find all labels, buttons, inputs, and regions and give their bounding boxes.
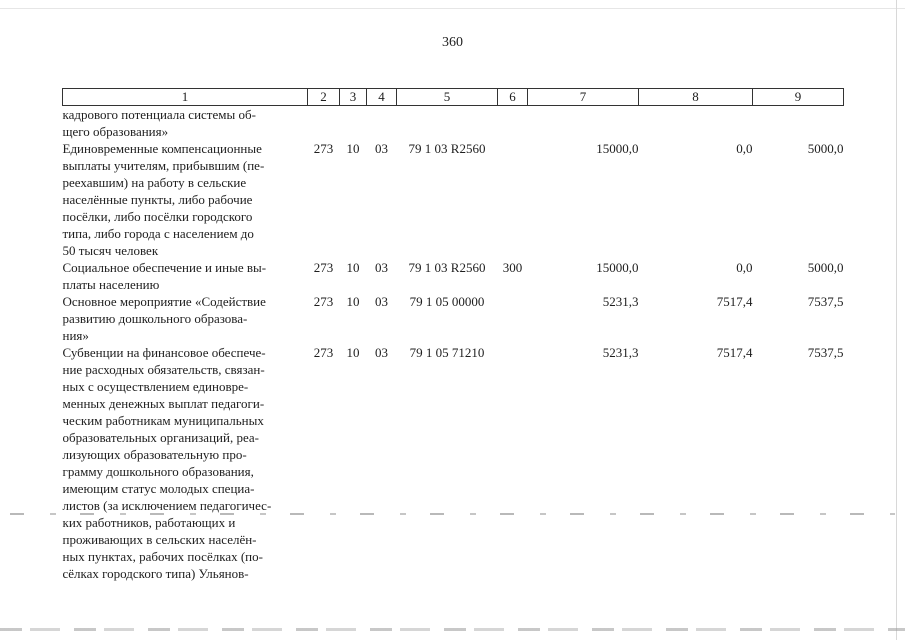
description-line: имеющим статус молодых специа-	[62, 481, 255, 496]
cell-col-9: 7537,5	[807, 294, 844, 309]
cell-col-5: 79 1 03 R2560	[408, 141, 486, 156]
cell-col-6	[498, 140, 528, 259]
header-col-6: 6	[498, 89, 528, 106]
description-line: Единовременные компенсационные	[62, 141, 262, 156]
cell-col-9	[753, 106, 844, 141]
description-line: ние расходных обязательств, связан-	[62, 362, 265, 377]
description-line: щего образования»	[62, 124, 169, 139]
cell-col-7	[528, 106, 639, 141]
cell-col-3: 10	[346, 345, 360, 360]
cell-col-5: 79 1 05 71210	[409, 345, 485, 360]
description-line: населённые пункты, либо рабочие	[62, 192, 253, 207]
cell-col-2: 273	[313, 141, 334, 156]
header-col-1: 1	[63, 89, 308, 106]
cell-col-7: 5231,3	[602, 345, 639, 360]
description-line: ных с осуществлением единовре-	[62, 379, 249, 394]
description-line: типа, либо города с населением до	[62, 226, 254, 241]
cell-col-3	[340, 106, 367, 141]
cell-col-4: 03	[375, 294, 388, 309]
description-line: лизующих образовательную про-	[62, 447, 247, 462]
cell-col-9: 5000,0	[807, 141, 844, 156]
cell-col-9: 5000,0	[807, 260, 844, 275]
cell-col-4: 03	[375, 345, 388, 360]
cell-col-5: 79 1 03 R2560	[408, 260, 486, 275]
cell-col-5: 79 1 05 00000	[409, 294, 485, 309]
scan-artifact-line	[10, 513, 895, 515]
header-col-8: 8	[639, 89, 753, 106]
description-line: Социальное обеспечение и иные вы-	[62, 260, 267, 275]
cell-col-8: 0,0	[736, 260, 753, 275]
cell-col-4: 03	[375, 141, 388, 156]
page-edge-right	[896, 0, 897, 640]
page-number: 360	[442, 35, 463, 50]
header-col-9: 9	[753, 89, 844, 106]
description-line: Субвенции на финансовое обеспече-	[62, 345, 266, 360]
description-line: ных пунктах, рабочих посёлках (по-	[62, 549, 263, 564]
description-line: ких работников, работающих и	[62, 515, 236, 530]
header-col-3: 3	[340, 89, 367, 106]
description-line: листов (за исключением педагогичес-	[62, 498, 272, 513]
row-description	[63, 293, 308, 344]
cell-col-7: 5231,3	[602, 294, 639, 309]
description-line: проживающих в сельских населён-	[62, 532, 257, 547]
description-line: 50 тысяч человек	[62, 243, 159, 258]
row-description	[63, 259, 308, 293]
description-line: платы населению	[62, 277, 160, 292]
page-edge-top	[0, 8, 905, 9]
header-col-4: 4	[367, 89, 397, 106]
cell-col-3: 10	[346, 141, 360, 156]
description-line: развитию дошкольного образова-	[62, 311, 248, 326]
cell-col-5	[397, 106, 498, 141]
scan-artifact-bottom	[0, 628, 905, 631]
description-line: ческим работникам муниципальных	[62, 413, 264, 428]
table-row	[63, 259, 844, 293]
cell-col-9: 7537,5	[807, 345, 844, 360]
cell-col-2: 273	[313, 260, 334, 275]
cell-col-8	[639, 106, 753, 141]
cell-col-2: 273	[313, 294, 334, 309]
cell-col-6	[498, 344, 528, 582]
cell-col-8: 0,0	[736, 141, 753, 156]
description-line: кадрового потенциала системы об-	[62, 107, 256, 122]
description-line: ния»	[62, 328, 89, 343]
cell-col-8: 7517,4	[716, 294, 753, 309]
header-col-2: 2	[308, 89, 340, 106]
cell-col-7: 15000,0	[596, 260, 639, 275]
row-description	[63, 106, 308, 141]
table-row	[63, 344, 844, 582]
row-description	[63, 140, 308, 259]
header-col-5: 5	[397, 89, 498, 106]
description-line: менных денежных выплат педагоги-	[62, 396, 265, 411]
description-line: Основное мероприятие «Содействие	[62, 294, 266, 309]
table-row	[63, 140, 844, 259]
budget-table	[62, 88, 844, 582]
cell-col-4: 03	[375, 260, 388, 275]
cell-col-6	[498, 293, 528, 344]
cell-col-2: 273	[313, 345, 334, 360]
description-line: посёлки, либо посёлки городского	[62, 209, 253, 224]
row-description	[63, 344, 308, 582]
description-line: выплаты учителям, прибывшим (пе-	[62, 158, 265, 173]
description-line: грамму дошкольного образования,	[62, 464, 254, 479]
cell-col-3: 10	[346, 294, 360, 309]
table-row	[63, 293, 844, 344]
cell-col-6: 300	[502, 260, 523, 275]
cell-col-6	[498, 106, 528, 141]
table-row	[63, 106, 844, 141]
table-header-row	[63, 89, 844, 106]
description-line: сёлках городского типа) Ульянов-	[62, 566, 249, 581]
description-line: реехавшим) на работу в сельские	[62, 175, 247, 190]
description-line: образовательных организаций, реа-	[62, 430, 259, 445]
cell-col-8: 7517,4	[716, 345, 753, 360]
cell-col-4	[367, 106, 397, 141]
cell-col-7: 15000,0	[596, 141, 639, 156]
cell-col-2	[308, 106, 340, 141]
header-col-7: 7	[528, 89, 639, 106]
cell-col-3: 10	[346, 260, 360, 275]
